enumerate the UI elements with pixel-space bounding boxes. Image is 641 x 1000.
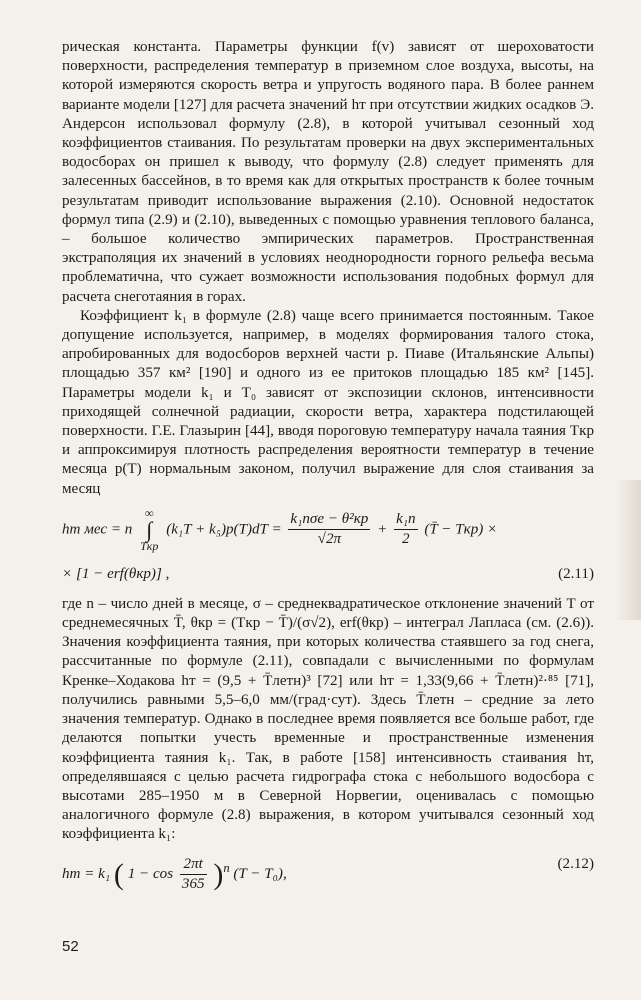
formula-2-12-lhs: hт = k₁ — [62, 865, 111, 882]
left-paren-icon: ( — [113, 857, 124, 891]
fraction-2-denominator: 2 — [402, 531, 410, 548]
formula-2-11-second-line: × [1 − erf(θкр)] , — [62, 565, 170, 582]
integral-symbol-icon: ∫ — [146, 516, 153, 542]
formula-2-12-inner: 1 − cos — [127, 865, 174, 882]
fraction-denominator: 365 — [181, 875, 205, 892]
integral-lower-limit: Tкр — [140, 538, 159, 553]
integral-sign — [140, 507, 158, 553]
formula-2-12-fraction — [180, 855, 207, 894]
fraction-numerator: 2πt — [180, 855, 207, 875]
equation-number-2-11: (2.11) — [558, 565, 594, 582]
formula-2-11-lhs: hт мес = n — [62, 521, 133, 538]
fraction-2-numerator: k₁n — [394, 510, 418, 530]
page-number: 52 — [62, 938, 79, 955]
formula-2-11 — [62, 507, 594, 557]
formula-2-11-fraction-2 — [394, 510, 418, 549]
formula-2-12-power: n — [223, 860, 230, 875]
formula-2-12-tail: (T − T₀), — [233, 865, 287, 882]
fraction-1-denominator: √2π — [317, 531, 342, 548]
right-paren-icon: ) — [213, 857, 224, 891]
paragraph-3: где n – число дней в месяце, σ – среднеквадратическое отклонение значений T от среднемесячных T̄, θкр = (Tкр − T̄)/(σ√2), erf(θкр) – интеграл Лапласа (см. (2.6)). Значения коэффициента таяния, при которых количества стаявшего за год снега, рассчитанные по формуле (2.11), совпадали с вычисленными по формулам Кренке–Ходакова hт = (9,5 + T̄летн)³ [72] или hт = 1,33(9,66 + T̄летн)²·⁸⁵ [71], получились равными 5,5–6,0 мм/(град·сут). Здесь T̄летн – средние за лето значения температур. Однако в последнее время появляется все больше работ, где делаются попытки учесть временные и пространственные изменения коэффициента таяния k₁. Так, в работе [158] интенсивность стаивания hт, определявшаяся с целью расчета гидрографа стока с небольшого водосбора с высотами 285–1950 м в Северной Норвегии, оценивалась с помощью аналогичного формуле (2.8) выражения, в котором учитывался сезонный ход коэффициента k₁: — [62, 595, 594, 843]
formula-2-11-line-2 — [62, 565, 594, 591]
paragraph-1: рическая константа. Параметры функции f(v) зависят от шероховатости поверхности, распределения температур в приземном слое воздуха, высоты, на которой измеряются скорость ветра и упругость водяного пара. В более раннем варианте модели [127] для расчета значений hт при отсутствии жидких осадков Э. Андерсон использовал формулу (2.8), в которой учитывал сезонный ход коэффициентов стаивания. По результатам проверки на двух экспериментальных водосборах он пришел к выводу, что формулу (2.8) следует применять для залесенных бассейнов, в то время как для открытых пространств к более точным результатам приводит использование выражения (2.10). Основной недостаток формул типа (2.9) и (2.10), выведенных с помощью уравнения теплового баланса, – большое количество эмпирических параметров. Пространственная экстраполяция их значений в условиях неоднородности горного рельефа весьма проблематична, что сужает возможности использования подобных формул для расчета снеготаяния в горах. — [62, 39, 594, 305]
main-text — [62, 38, 594, 909]
formula-2-11-integrand: (k₁T + k₅)p(T)dT = — [166, 521, 282, 538]
integral-upper-limit: ∞ — [144, 505, 154, 520]
formula-2-11-tail: (T̄ − Tкр) × — [424, 521, 498, 538]
formula-2-11-plus: + — [377, 521, 388, 538]
formula-2-11-fraction-1 — [288, 510, 370, 549]
fraction-1-numerator: k₁nσe − θ²кр — [288, 510, 370, 530]
page-bleed-shadow — [615, 480, 641, 620]
equation-number-2-12: (2.12) — [557, 855, 594, 872]
formula-2-12 — [62, 855, 594, 905]
paragraph-2: Коэффициент k₁ в формуле (2.8) чаще всего принимается постоянным. Такое допущение используется, например, в моделях формирования талого стока, апробированных для водосборов верхней части р. Пиаве (Итальянские Альпы) площадью 357 км² [190] и одного из ее притоков площадью 185 км² [145]. Параметры модели k₁ и T₀ зависят от экспозиции склонов, интенсивности приходящей солнечной радиации, скорости ветра, характера подстилающей поверхности. Г.Е. Глазырин [44], вводя пороговую температуру начала таяния Tкр и аппроксимируя плотность распределения вероятности температур в течение месяца p(T) нормальным законом, получил выражение для слоя стаивания за месяц — [62, 307, 594, 497]
